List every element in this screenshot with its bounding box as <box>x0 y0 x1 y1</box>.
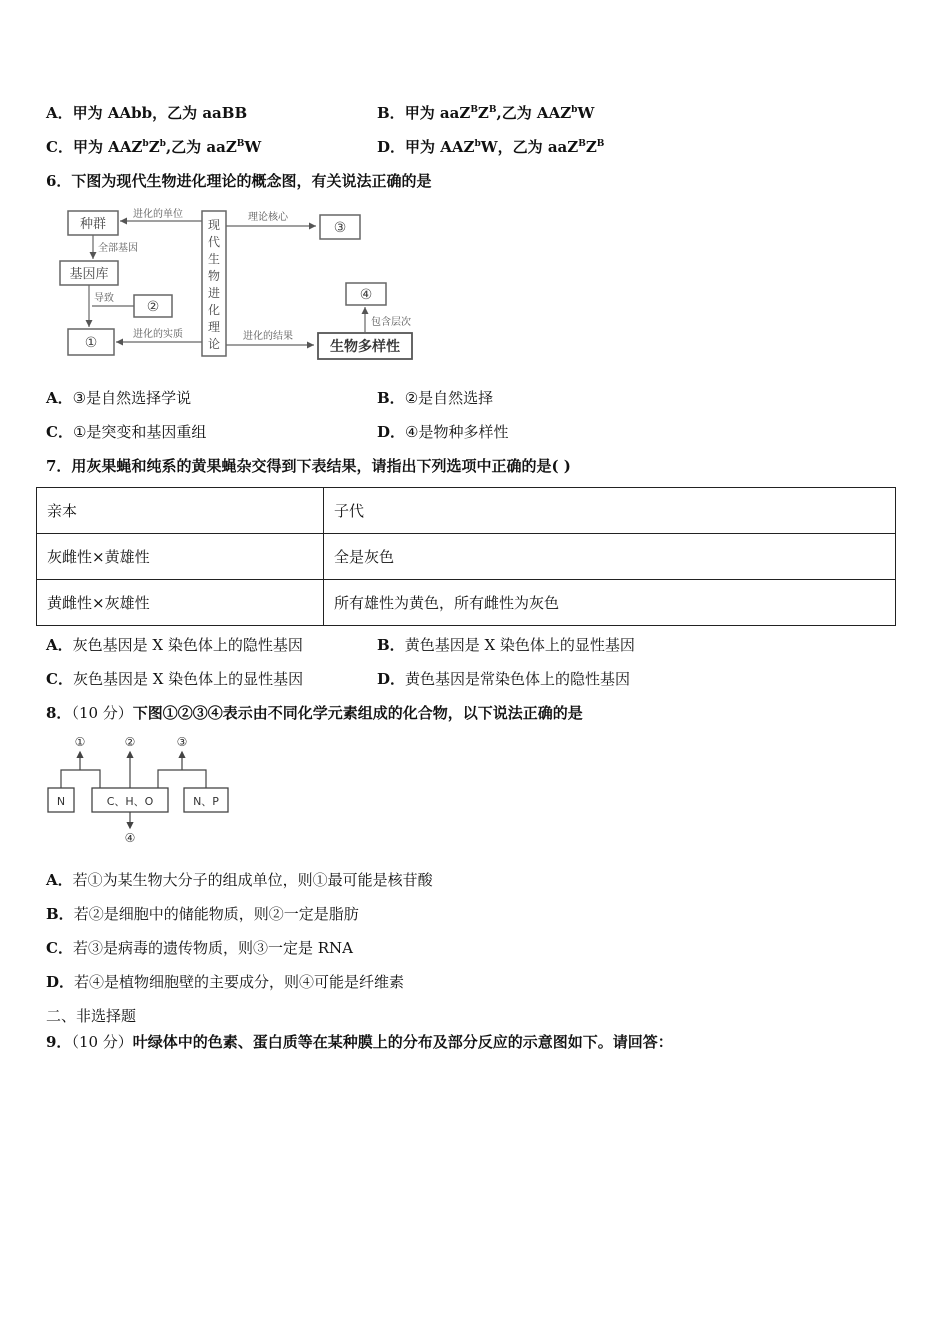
option-text: 黄色基因是常染色体上的隐性基因 <box>405 670 631 688</box>
header-cell: 子代 <box>324 488 896 534</box>
option-text: Z <box>477 104 489 122</box>
option-text: 甲为 AAZ <box>405 138 475 156</box>
table-cell: 灰雌性×黄雄性 <box>37 534 324 580</box>
table-header-row <box>37 488 896 534</box>
q9-score: （10 分） <box>71 1033 133 1051</box>
theory-char: 进 <box>207 286 221 300</box>
q8-stem <box>46 702 583 723</box>
circle2-label: ② <box>146 299 160 315</box>
element-compound-diagram <box>44 732 244 847</box>
q8-option-c[interactable] <box>46 937 353 958</box>
q6-option-b[interactable] <box>377 387 493 408</box>
option-text: W，乙为 aaZ <box>480 138 579 156</box>
daozhi-label: 导致 <box>94 293 114 304</box>
superscript: B <box>488 105 497 115</box>
theory-char: 论 <box>207 337 221 351</box>
option-key: D． <box>377 138 406 156</box>
superscript: b <box>142 139 149 149</box>
theory-char: 物 <box>207 269 221 283</box>
q8-option-b[interactable] <box>46 903 359 924</box>
option-text: 甲为 AAbb，乙为 aaBB <box>72 104 248 122</box>
table-cell: 全是灰色 <box>324 534 896 580</box>
q8-score: （10 分） <box>71 704 133 722</box>
option-key: D． <box>377 670 406 688</box>
circle3-label: ③ <box>333 220 347 236</box>
option-key: A． <box>46 636 73 654</box>
option-key: B． <box>377 389 405 407</box>
jinhua-danwei-label: 进化的单位 <box>133 209 183 220</box>
q9-stem-text: 叶绿体中的色素、蛋白质等在某种膜上的分布及部分反应的示意图如下。请回答： <box>132 1033 673 1051</box>
q7-option-c[interactable] <box>46 668 303 689</box>
option-key: B． <box>377 104 405 122</box>
superscript: B <box>236 139 245 149</box>
q6-stem: 6．下图为现代生物进化理论的概念图，有关说法正确的是 <box>46 172 432 190</box>
jiyinku-label: 基因库 <box>69 267 109 282</box>
q5-option-c[interactable] <box>46 136 261 157</box>
theory-chars <box>208 218 220 351</box>
n-label: N <box>56 795 66 808</box>
q8-option-d[interactable] <box>46 971 404 992</box>
table-row <box>37 534 896 580</box>
superscript: B <box>578 139 586 149</box>
duoyangxing-label: 生物多样性 <box>330 339 400 355</box>
option-key: A． <box>46 389 73 407</box>
option-text: ④是物种多样性 <box>405 423 509 441</box>
q8-option-a[interactable] <box>46 869 433 890</box>
header-cell: 亲本 <box>37 488 324 534</box>
q5-option-d[interactable] <box>377 136 604 157</box>
q7-option-b[interactable] <box>377 634 635 655</box>
lilun-hexin-label: 理论核心 <box>248 212 288 223</box>
quanbu-jiyin-label: 全部基因 <box>98 243 138 254</box>
option-key: C． <box>46 939 73 957</box>
q6-option-c[interactable] <box>46 421 206 442</box>
theory-char: 现 <box>207 218 221 232</box>
option-key: C． <box>46 138 73 156</box>
option-text: 甲为 AAZ <box>72 138 143 156</box>
option-text: ②是自然选择 <box>404 389 494 407</box>
q6-option-a[interactable] <box>46 387 191 408</box>
q7-option-d[interactable] <box>377 668 630 689</box>
theory-char: 理 <box>207 320 221 334</box>
superscript: b <box>474 139 481 149</box>
jinhua-jieguo-label: 进化的结果 <box>243 331 293 342</box>
table-cell: 所有雄性为黄色，所有雌性为灰色 <box>324 580 896 626</box>
q5-option-a[interactable] <box>46 102 247 123</box>
q8-number: 8． <box>46 704 72 722</box>
option-text: W <box>577 104 595 122</box>
option-text: ,乙为 aaZ <box>165 138 237 156</box>
option-key: C． <box>46 670 73 688</box>
c3-label: ③ <box>176 735 188 749</box>
option-text: ,乙为 AAZ <box>496 104 572 122</box>
baohan-cengci-label: 包含层次 <box>371 317 411 328</box>
q9-number: 9． <box>46 1033 72 1051</box>
cross-result-table <box>36 487 896 626</box>
option-key: A． <box>46 871 73 889</box>
option-text: ③是自然选择学说 <box>72 389 192 407</box>
c1-label: ① <box>74 735 86 749</box>
option-text: Z <box>585 138 597 156</box>
c2-label: ② <box>124 735 136 749</box>
option-text: 若①为某生物大分子的组成单位，则①最可能是核苷酸 <box>72 871 433 889</box>
option-text: 灰色基因是 X 染色体上的隐性基因 <box>72 636 303 654</box>
cho-label: C、H、O <box>106 795 154 808</box>
option-key: D． <box>46 973 75 991</box>
superscript: B <box>596 139 605 149</box>
option-text: 灰色基因是 X 染色体上的显性基因 <box>72 670 304 688</box>
superscript: B <box>470 105 478 115</box>
option-text: 若④是植物细胞壁的主要成分，则④可能是纤维素 <box>74 973 405 991</box>
q9-stem <box>46 1031 673 1052</box>
option-key: D． <box>377 423 406 441</box>
np-label: N、P <box>193 795 219 808</box>
c4-label: ④ <box>124 831 136 845</box>
option-text: ①是突变和基因重组 <box>72 423 207 441</box>
option-text: W <box>244 138 262 156</box>
zhongqun-label: 种群 <box>79 217 107 232</box>
jinhua-shizhi-label: 进化的实质 <box>133 329 183 340</box>
table-cell: 黄雌性×灰雄性 <box>37 580 324 626</box>
circle4-label: ④ <box>359 287 373 303</box>
circle1-label: ① <box>84 335 98 351</box>
theory-box <box>202 211 226 356</box>
q7-option-a[interactable] <box>46 634 303 655</box>
section-title: 二、非选择题 <box>46 1007 137 1025</box>
theory-char: 代 <box>207 235 221 249</box>
table-row <box>37 580 896 626</box>
q8-stem-text: 下图①②③④表示由不同化学元素组成的化合物，以下说法正确的是 <box>132 704 583 722</box>
theory-char: 生 <box>207 252 221 266</box>
option-key: B． <box>377 636 405 654</box>
option-text: 黄色基因是 X 染色体上的显性基因 <box>404 636 635 654</box>
q7-stem: 7．用灰果蝇和纯系的黄果蝇杂交得到下表结果，请指出下列选项中正确的是( ) <box>46 457 571 475</box>
superscript: b <box>159 139 166 149</box>
option-text: 甲为 aaZ <box>404 104 471 122</box>
option-key: C． <box>46 423 73 441</box>
q5-option-b[interactable] <box>377 102 594 123</box>
theory-char: 化 <box>207 303 221 317</box>
option-key: B． <box>46 905 74 923</box>
option-key: A． <box>46 104 73 122</box>
option-text: 若③是病毒的遗传物质，则③一定是 RNA <box>72 939 353 957</box>
q6-option-d[interactable] <box>377 421 508 442</box>
evolution-concept-diagram <box>58 205 428 365</box>
superscript: b <box>571 105 578 115</box>
option-text: 若②是细胞中的储能物质，则②一定是脂肪 <box>73 905 359 923</box>
option-text: Z <box>148 138 160 156</box>
